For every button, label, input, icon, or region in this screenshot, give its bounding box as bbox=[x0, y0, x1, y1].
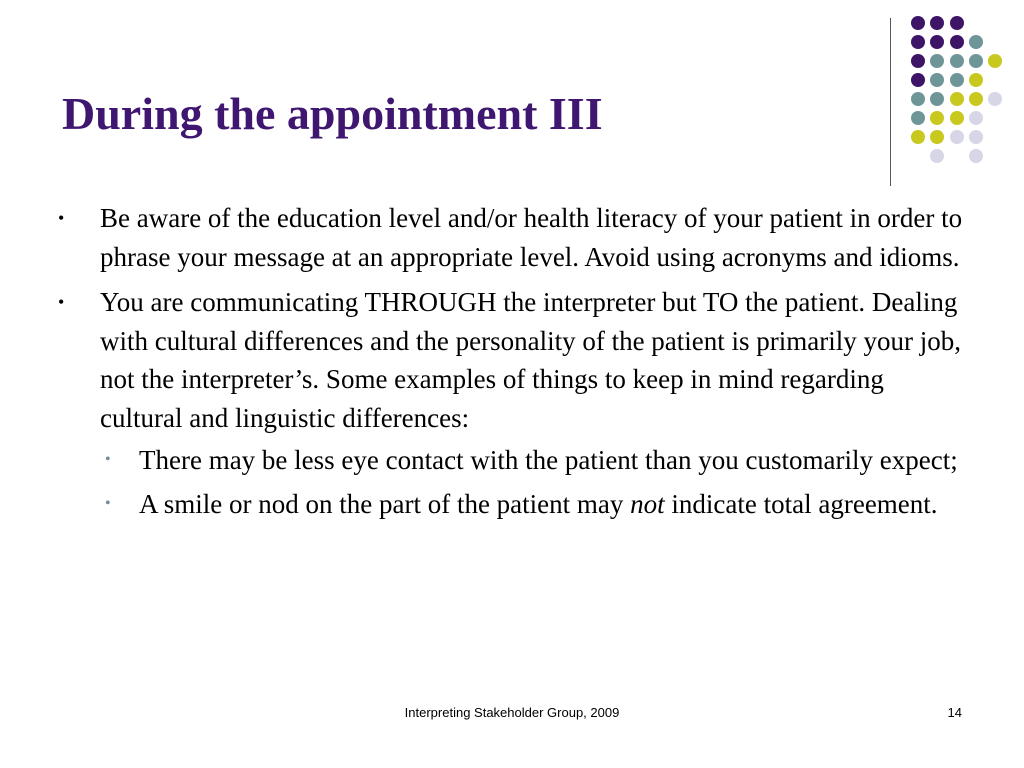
decorative-dot bbox=[911, 73, 925, 87]
decorative-dot bbox=[950, 130, 964, 144]
decorative-dot bbox=[969, 92, 983, 106]
bullet-item bbox=[58, 283, 963, 523]
decorative-dot bbox=[930, 92, 944, 106]
decorative-dot bbox=[950, 111, 964, 125]
decorative-dot bbox=[950, 73, 964, 87]
sub-bullet-item bbox=[100, 441, 963, 480]
decorative-dot bbox=[950, 92, 964, 106]
decorative-dot bbox=[988, 92, 1002, 106]
decorative-dot bbox=[969, 54, 983, 68]
sub-bullet-item bbox=[100, 485, 963, 524]
decorative-dot bbox=[950, 35, 964, 49]
slide-body bbox=[58, 199, 963, 530]
sub-bullet-marker: • bbox=[105, 494, 111, 512]
decorative-dot bbox=[969, 149, 983, 163]
decorative-dot bbox=[911, 111, 925, 125]
bullet-list bbox=[58, 199, 963, 523]
bullet-text: Be aware of the education level and/or health literacy of your patient in order to phrase your message at an appropriate level. Avoid using acronyms and idioms. bbox=[100, 203, 963, 272]
decorative-dot bbox=[911, 130, 925, 144]
bullet-item bbox=[58, 199, 963, 276]
decorative-dot bbox=[930, 111, 944, 125]
decorative-dot bbox=[988, 54, 1002, 68]
decorative-dot bbox=[911, 54, 925, 68]
decorative-dot bbox=[969, 35, 983, 49]
decorative-dot bbox=[911, 16, 925, 30]
bullet-text: You are communicating THROUGH the interpreter but TO the patient. Dealing with cultural differences and the personality of the patient is primarily your job, not the interpreter’s. Some examples of things to keep in mind regarding cultural and linguistic differences: bbox=[100, 287, 962, 433]
footer-text: Interpreting Stakeholder Group, 2009 bbox=[404, 705, 620, 720]
decorative-dot bbox=[969, 73, 983, 87]
bullet-marker: • bbox=[58, 208, 65, 228]
sub-bullet-marker: • bbox=[105, 451, 111, 468]
sub-bullet-text-end: indicate total agreement. bbox=[664, 488, 938, 519]
decorative-dot bbox=[969, 111, 983, 125]
decorative-dot bbox=[930, 35, 944, 49]
decorative-dot bbox=[930, 149, 944, 163]
decorative-dot bbox=[911, 92, 925, 106]
slide-title: During the appointment III bbox=[62, 88, 603, 139]
sub-bullet-list bbox=[100, 441, 963, 523]
bullet-marker: • bbox=[58, 292, 65, 312]
divider-line bbox=[890, 18, 891, 186]
decorative-dot bbox=[930, 73, 944, 87]
page-number: 14 bbox=[947, 705, 962, 720]
decorative-dot bbox=[930, 16, 944, 30]
emphasized-word: not bbox=[630, 488, 665, 519]
decorative-dot bbox=[969, 130, 983, 144]
sub-bullet-text-start: A smile or nod on the part of the patient may bbox=[139, 488, 631, 519]
decorative-dot bbox=[911, 35, 925, 49]
decorative-dot bbox=[950, 16, 964, 30]
decorative-dot bbox=[930, 54, 944, 68]
sub-bullet-text: There may be less eye contact with the patient than you customarily expect; bbox=[139, 445, 958, 475]
decorative-dot bbox=[950, 54, 964, 68]
decorative-dot bbox=[930, 130, 944, 144]
